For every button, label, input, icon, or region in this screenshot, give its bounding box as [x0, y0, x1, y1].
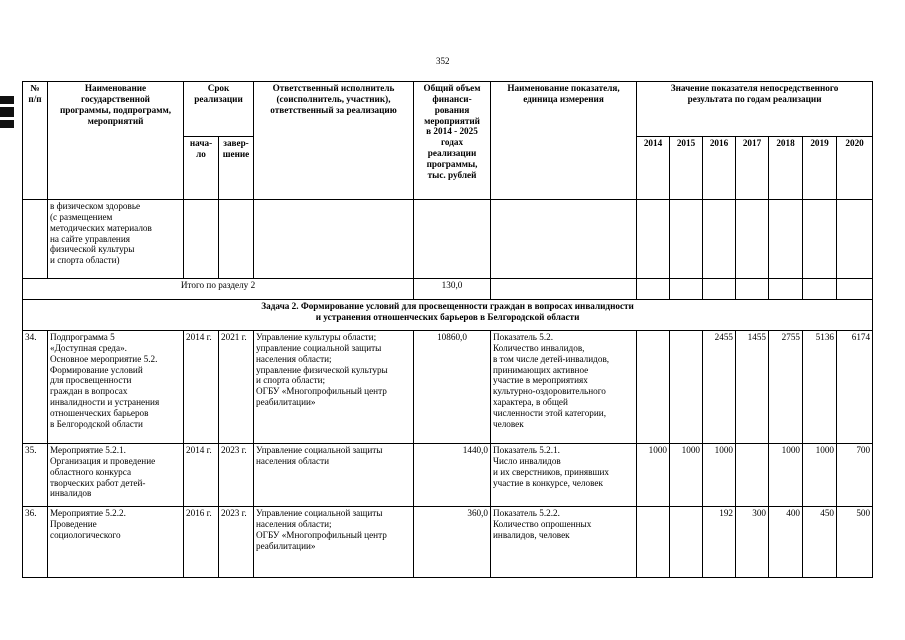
row-end: 2021 г.	[219, 331, 254, 444]
binding-mark	[0, 107, 14, 117]
continuation-row	[23, 200, 873, 279]
row-value: 2455	[703, 331, 736, 444]
program-table	[22, 81, 873, 578]
section-total-value: 130,0	[414, 279, 491, 300]
row-end: 2023 г.	[219, 444, 254, 507]
header-year: 2015	[670, 137, 703, 200]
row-start: 2014 г.	[184, 444, 219, 507]
row-value	[736, 444, 769, 507]
row-end: 2023 г.	[219, 507, 254, 578]
task-heading: Задача 2. Формирование условий для просвещенности граждан в вопросах инвалидности и устранения отношенческих барьеров в Белгородской области	[23, 300, 873, 331]
row-value: 192	[703, 507, 736, 578]
header-start: нача- ло	[184, 137, 219, 200]
header-name: Наименование государственной программы, подпрограмм, мероприятий	[48, 82, 184, 200]
row-volume: 10860,0	[414, 331, 491, 444]
table-row	[23, 507, 873, 578]
row-value: 5136	[803, 331, 837, 444]
row-value: 700	[837, 444, 873, 507]
row-name: Мероприятие 5.2.2. Проведение социологического	[48, 507, 184, 578]
row-start: 2014 г.	[184, 331, 219, 444]
header-year: 2019	[803, 137, 837, 200]
row-num: 34.	[23, 331, 48, 444]
row-value: 1455	[736, 331, 769, 444]
row-name: Подпрограмма 5 «Доступная среда». Основное мероприятие 5.2. Формирование условий для просвещенности граждан в вопросах инвалидности и устранения отношенческих барьеров в Белгородской области	[48, 331, 184, 444]
row-value: 1000	[637, 444, 670, 507]
row-value: 1000	[803, 444, 837, 507]
header-year: 2017	[736, 137, 769, 200]
row-start: 2016 г.	[184, 507, 219, 578]
row-value	[670, 331, 703, 444]
row-value: 6174	[837, 331, 873, 444]
row-volume: 1440,0	[414, 444, 491, 507]
row-name: Мероприятие 5.2.1. Организация и проведение областного конкурса творческих работ детей- инвалидов	[48, 444, 184, 507]
row-value: 400	[769, 507, 803, 578]
header-term: Срок реализации	[184, 82, 254, 137]
row-value: 1000	[769, 444, 803, 507]
row-volume: 360,0	[414, 507, 491, 578]
row-value: 1000	[670, 444, 703, 507]
header-row	[23, 82, 873, 137]
header-executor: Ответственный исполнитель (соисполнитель, участник), ответственный за реализацию	[254, 82, 414, 200]
row-value: 450	[803, 507, 837, 578]
table-row	[23, 444, 873, 507]
binding-mark	[0, 96, 14, 104]
header-year: 2018	[769, 137, 803, 200]
row-indicator: Показатель 5.2.2. Количество опрошенных инвалидов, человек	[491, 507, 637, 578]
header-end: завер- шение	[219, 137, 254, 200]
header-year: 2020	[837, 137, 873, 200]
task-row	[23, 300, 873, 331]
binding-mark	[0, 120, 14, 128]
section-total-row	[23, 279, 873, 300]
header-num: № п/п	[23, 82, 48, 200]
binding-marks	[0, 96, 14, 131]
row-value	[637, 507, 670, 578]
header-indicator: Наименование показателя, единица измерения	[491, 82, 637, 200]
row-executor: Управление культуры области; управление социальной защиты населения области; управление физической культуры и спорта области; ОГБУ «Многопрофильный центр реабилитации»	[254, 331, 414, 444]
row-executor: Управление социальной защиты населения области; ОГБУ «Многопрофильный центр реабилитации»	[254, 507, 414, 578]
row-value: 2755	[769, 331, 803, 444]
row-executor: Управление социальной защиты населения области	[254, 444, 414, 507]
row-value	[637, 331, 670, 444]
header-year: 2014	[637, 137, 670, 200]
header-volume: Общий объем финанси- рования мероприятий в 2014 - 2025 годах реализации программы, тыс. рублей	[414, 82, 491, 200]
row-value	[670, 507, 703, 578]
row-num: 36.	[23, 507, 48, 578]
header-year: 2016	[703, 137, 736, 200]
row-indicator: Показатель 5.2.1. Число инвалидов и их сверстников, принявших участие в конкурсе, человек	[491, 444, 637, 507]
section-total-label: Итого по разделу 2	[23, 279, 414, 300]
continuation-name: в физическом здоровье (с размещением методических материалов на сайте управления физической культуры и спорта области)	[48, 200, 184, 279]
row-value: 500	[837, 507, 873, 578]
table-row	[23, 331, 873, 444]
row-indicator: Показатель 5.2. Количество инвалидов, в том числе детей-инвалидов, принимающих активное участие в мероприятиях культурно-оздоровительного характера, в общей численности этой категории, человек	[491, 331, 637, 444]
header-values-title: Значение показателя непосредственного результата по годам реализации	[637, 82, 873, 137]
row-value: 300	[736, 507, 769, 578]
row-num: 35.	[23, 444, 48, 507]
page-number: 352	[436, 56, 450, 66]
row-value: 1000	[703, 444, 736, 507]
